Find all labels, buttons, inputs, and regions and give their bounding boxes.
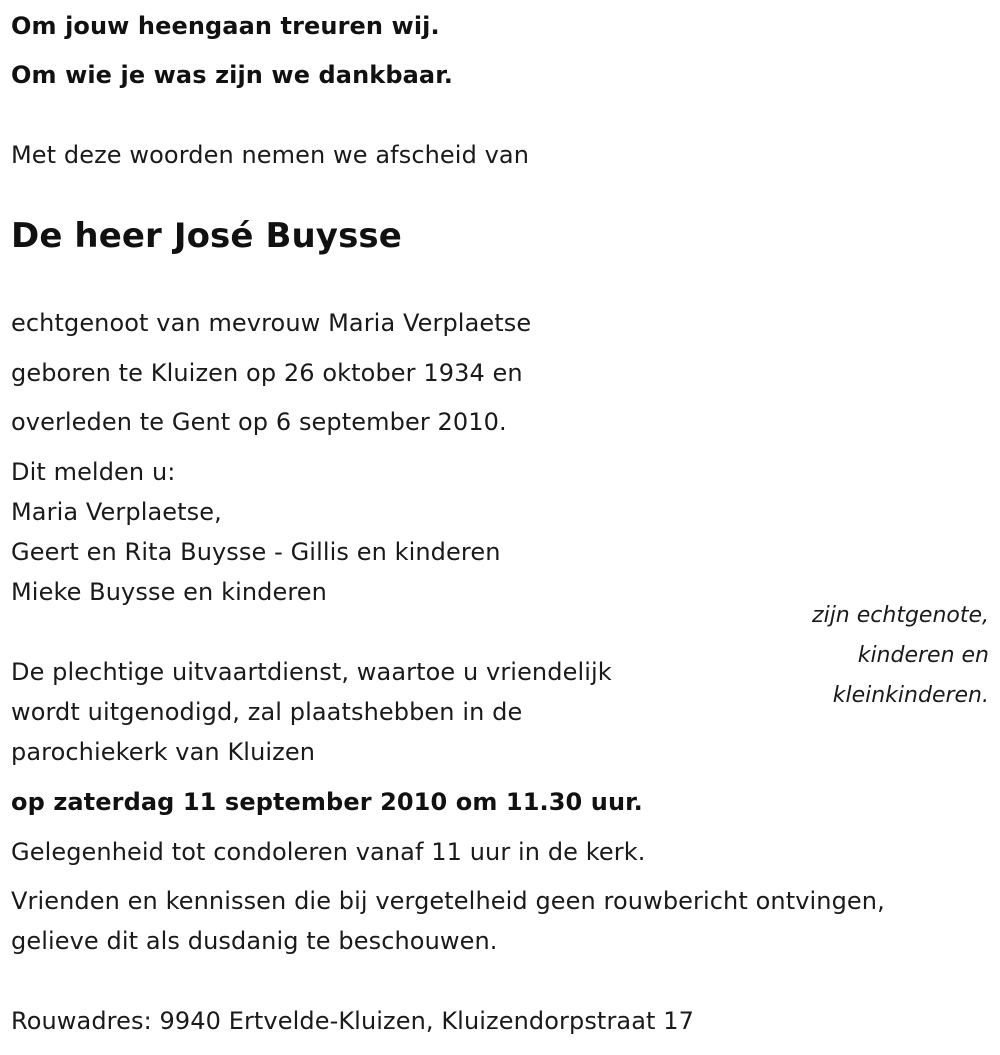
relation-line: zijn echtgenote,: [812, 603, 989, 628]
birth-line: geboren te Kluizen op 26 oktober 1934 en: [11, 359, 523, 387]
notice-line: Vrienden en kennissen die bij vergetelheid geen rouwbericht ontvingen,: [11, 887, 885, 915]
relation-line: kinderen en: [857, 643, 989, 668]
announce-intro: Dit melden u:: [11, 458, 176, 486]
service-line: parochiekerk van Kluizen: [11, 738, 316, 766]
notice-line: gelieve dit als dusdanig te beschouwen.: [11, 927, 498, 955]
announcer-name: Maria Verplaetse,: [11, 498, 222, 526]
opening-line-2: Om wie je was zijn we dankbaar.: [11, 61, 453, 89]
deceased-name: De heer José Buysse: [11, 216, 402, 256]
relation-signature: [812, 596, 989, 716]
announcer-name: Mieke Buysse en kinderen: [11, 578, 327, 606]
opening-line-1: Om jouw heengaan treuren wij.: [11, 12, 440, 40]
spouse-line: echtgenoot van mevrouw Maria Verplaetse: [11, 309, 532, 337]
mourning-address: Rouwadres: 9940 Ertvelde-Kluizen, Kluizendorpstraat 17: [11, 1007, 695, 1035]
announcer-name: Geert en Rita Buysse - Gillis en kinderen: [11, 538, 501, 566]
service-line: De plechtige uitvaartdienst, waartoe u vriendelijk: [11, 658, 612, 686]
service-datetime: op zaterdag 11 september 2010 om 11.30 uur.: [11, 788, 643, 816]
service-line: wordt uitgenodigd, zal plaatshebben in de: [11, 698, 523, 726]
relation-line: kleinkinderen.: [832, 683, 989, 708]
intro-text: Met deze woorden nemen we afscheid van: [11, 141, 530, 169]
condolence-line: Gelegenheid tot condoleren vanaf 11 uur in de kerk.: [11, 838, 646, 866]
death-line: overleden te Gent op 6 september 2010.: [11, 408, 507, 436]
